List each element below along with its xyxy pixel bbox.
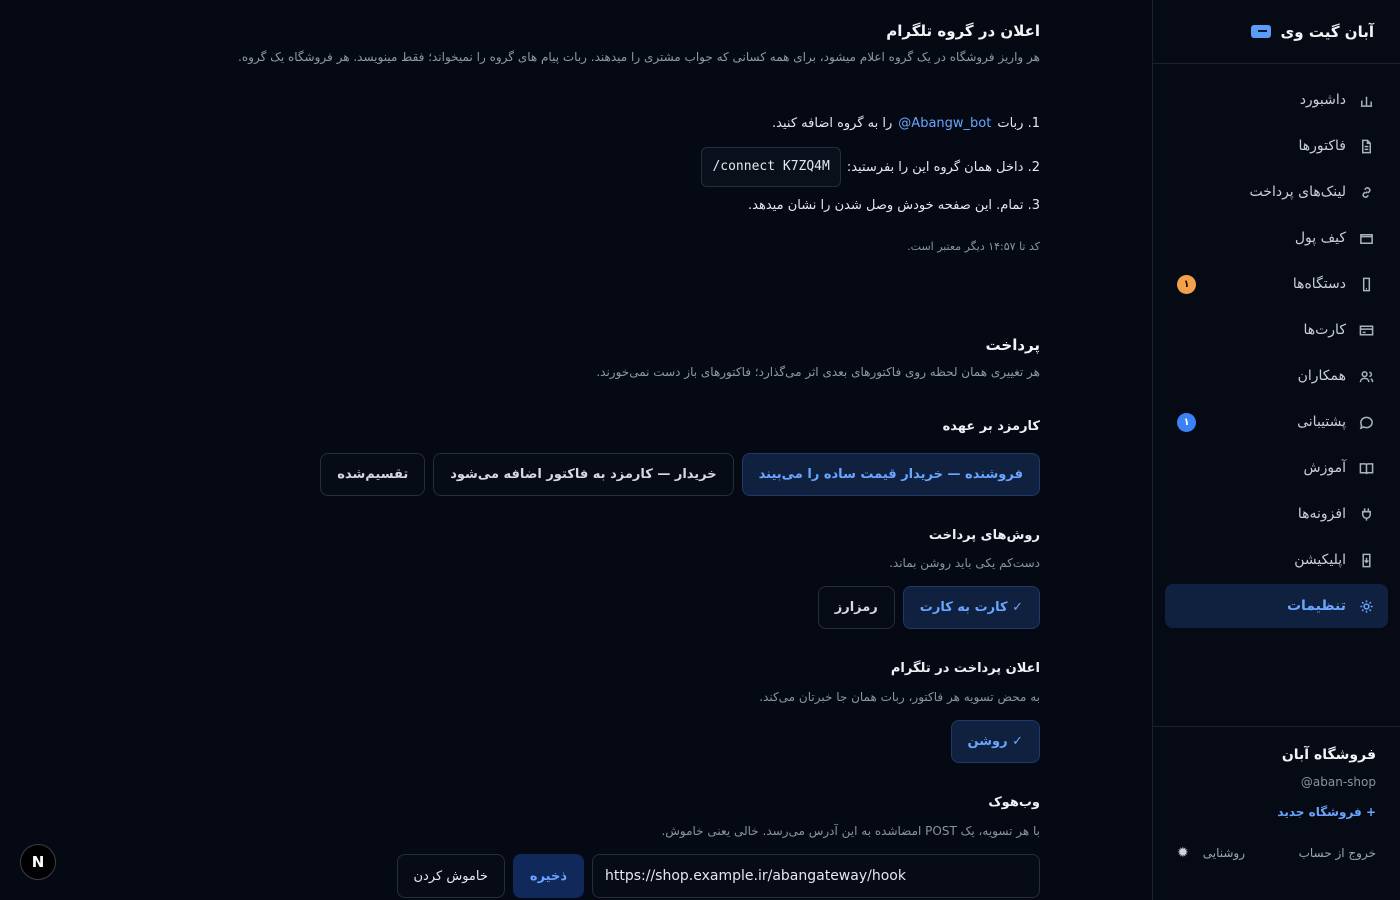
step-2-text: 2. داخل همان گروه این را بفرستید:: [846, 159, 1040, 175]
document-icon: [1358, 138, 1374, 154]
sidebar-item-label: اپلیکیشن: [1294, 552, 1346, 568]
sidebar-item-label: داشبورد: [1299, 92, 1346, 108]
sidebar-item-payment-links[interactable]: [1165, 170, 1388, 214]
theme-label: روشنایی: [1202, 846, 1245, 860]
sidebar-item-plugins[interactable]: [1165, 492, 1388, 536]
fee-option-seller[interactable]: فروشنده — خریدار قیمت ساده را می‌بیند: [742, 453, 1040, 496]
step-1-suffix: را به گروه اضافه کنید.: [772, 116, 893, 131]
sidebar-footer: [1153, 726, 1400, 900]
connect-code[interactable]: /connect K7ZQ4M: [701, 147, 840, 187]
sidebar-item-label: کیف پول: [1294, 230, 1346, 246]
new-shop-link[interactable]: + فروشگاه جدید: [1277, 805, 1376, 819]
gear-icon: [1358, 598, 1374, 614]
webhook-desc: با هر تسویه، یک POST امضاشده به این آدرس می‌رسد. خالی یعنی خاموش.: [661, 824, 1040, 838]
theme-toggle[interactable]: [1177, 845, 1245, 861]
code-validity: کد تا ۱۴:۵۷ دیگر معتبر است.: [907, 240, 1040, 253]
sidebar-item-label: همکاران: [1297, 368, 1346, 384]
sidebar-item-cards[interactable]: [1165, 308, 1388, 352]
step-3-text: 3. تمام. این صفحه خودش وصل شدن را نشان میدهد.: [748, 198, 1040, 213]
chat-icon: [1358, 414, 1374, 430]
webhook-url-input[interactable]: [592, 854, 1040, 898]
sidebar-item-label: آموزش: [1303, 460, 1346, 476]
link-icon: [1358, 184, 1374, 200]
tg-notify-options: [951, 720, 1040, 763]
tg-notify-toggle[interactable]: ✓ روشن: [951, 720, 1040, 763]
method-card-to-card[interactable]: ✓ کارت به کارت: [903, 586, 1040, 629]
sidebar-nav: [1153, 64, 1400, 628]
wallet-icon: [1358, 230, 1374, 246]
sidebar-item-label: کارت‌ها: [1303, 322, 1346, 338]
methods-desc: دست‌کم یکی باید روشن بماند.: [889, 556, 1040, 570]
logout-link[interactable]: خروج از حساب: [1298, 846, 1376, 860]
bot-link[interactable]: @Abangw_bot: [898, 116, 992, 131]
book-icon: [1358, 460, 1374, 476]
card-icon: [1358, 322, 1374, 338]
download-phone-icon: [1358, 552, 1374, 568]
fee-option-split[interactable]: تقسیم‌شده: [320, 453, 425, 496]
telegram-section-title: اعلان در گروه تلگرام: [886, 22, 1040, 40]
sidebar-item-settings[interactable]: [1165, 584, 1388, 628]
brand-name: آبان گیت وی: [1280, 22, 1374, 41]
sidebar-item-application[interactable]: [1165, 538, 1388, 582]
sidebar-item-invoices[interactable]: [1165, 124, 1388, 168]
sidebar-item-label: لینک‌های پرداخت: [1249, 184, 1346, 200]
sidebar-item-label: تنظیمات: [1286, 598, 1346, 614]
telegram-step-1: [772, 116, 1040, 131]
sidebar-item-tutorial[interactable]: [1165, 446, 1388, 490]
telegram-step-2: [701, 147, 1040, 187]
support-count-badge: ۱: [1177, 413, 1196, 432]
method-options: [818, 586, 1040, 629]
sidebar-item-support[interactable]: [1165, 400, 1388, 444]
sun-icon: ✹: [1177, 845, 1189, 861]
sidebar-item-wallet[interactable]: [1165, 216, 1388, 260]
sidebar: [1152, 0, 1400, 900]
tg-notify-title: اعلان پرداخت در تلگرام: [890, 661, 1040, 676]
payment-section-title: پرداخت: [985, 336, 1040, 354]
users-icon: [1358, 368, 1374, 384]
telegram-step-3: [748, 198, 1040, 213]
shop-handle: @aban-shop: [1300, 775, 1376, 789]
footer-actions: [1177, 845, 1376, 861]
sidebar-item-label: فاکتورها: [1298, 138, 1346, 154]
telegram-section-desc: هر واریز فروشگاه در یک گروه اعلام میشود، برای همه کسانی که جواب مشتری را میدهند. ربات پیام های گروه را نمیخواند؛ فقط مینویسد. هر فروشگاه یک گروه.: [238, 50, 1040, 64]
brand[interactable]: [1153, 0, 1400, 64]
brand-logo-icon: [1251, 25, 1271, 38]
phone-icon: [1358, 276, 1374, 292]
tg-notify-desc: به محض تسویه هر فاکتور، ربات همان جا خبرتان می‌کند.: [759, 690, 1040, 704]
shop-name[interactable]: فروشگاه آبان: [1281, 747, 1376, 763]
plug-icon: [1358, 506, 1374, 522]
devices-count-badge: ۱: [1177, 275, 1196, 294]
webhook-save-button[interactable]: ذخیره: [513, 854, 584, 898]
fee-options: [320, 453, 1040, 496]
framework-logo-icon[interactable]: N: [20, 844, 56, 880]
sidebar-item-label: افزونه‌ها: [1297, 506, 1346, 522]
webhook-title: وب‌هوک: [988, 795, 1040, 810]
sidebar-item-label: دستگاه‌ها: [1292, 276, 1346, 292]
fee-option-buyer[interactable]: خریدار — کارمزد به فاکتور اضافه می‌شود: [433, 453, 733, 496]
chart-bars-icon: [1358, 92, 1374, 108]
sidebar-item-colleagues[interactable]: [1165, 354, 1388, 398]
webhook-off-button[interactable]: خاموش کردن: [397, 854, 505, 898]
step-1-prefix: 1. ربات: [997, 116, 1040, 131]
methods-title: روش‌های پرداخت: [928, 528, 1040, 543]
sidebar-item-devices[interactable]: [1165, 262, 1388, 306]
fee-title: کارمزد بر عهده: [942, 419, 1040, 434]
sidebar-item-label: پشتیبانی: [1297, 414, 1346, 430]
webhook-row: [397, 854, 1041, 898]
method-crypto[interactable]: رمزارز: [818, 586, 895, 629]
sidebar-item-dashboard[interactable]: [1165, 78, 1388, 122]
payment-section-desc: هر تغییری همان لحظه روی فاکتورهای بعدی اثر می‌گذارد؛ فاکتورهای باز دست نمی‌خورند.: [596, 365, 1040, 379]
